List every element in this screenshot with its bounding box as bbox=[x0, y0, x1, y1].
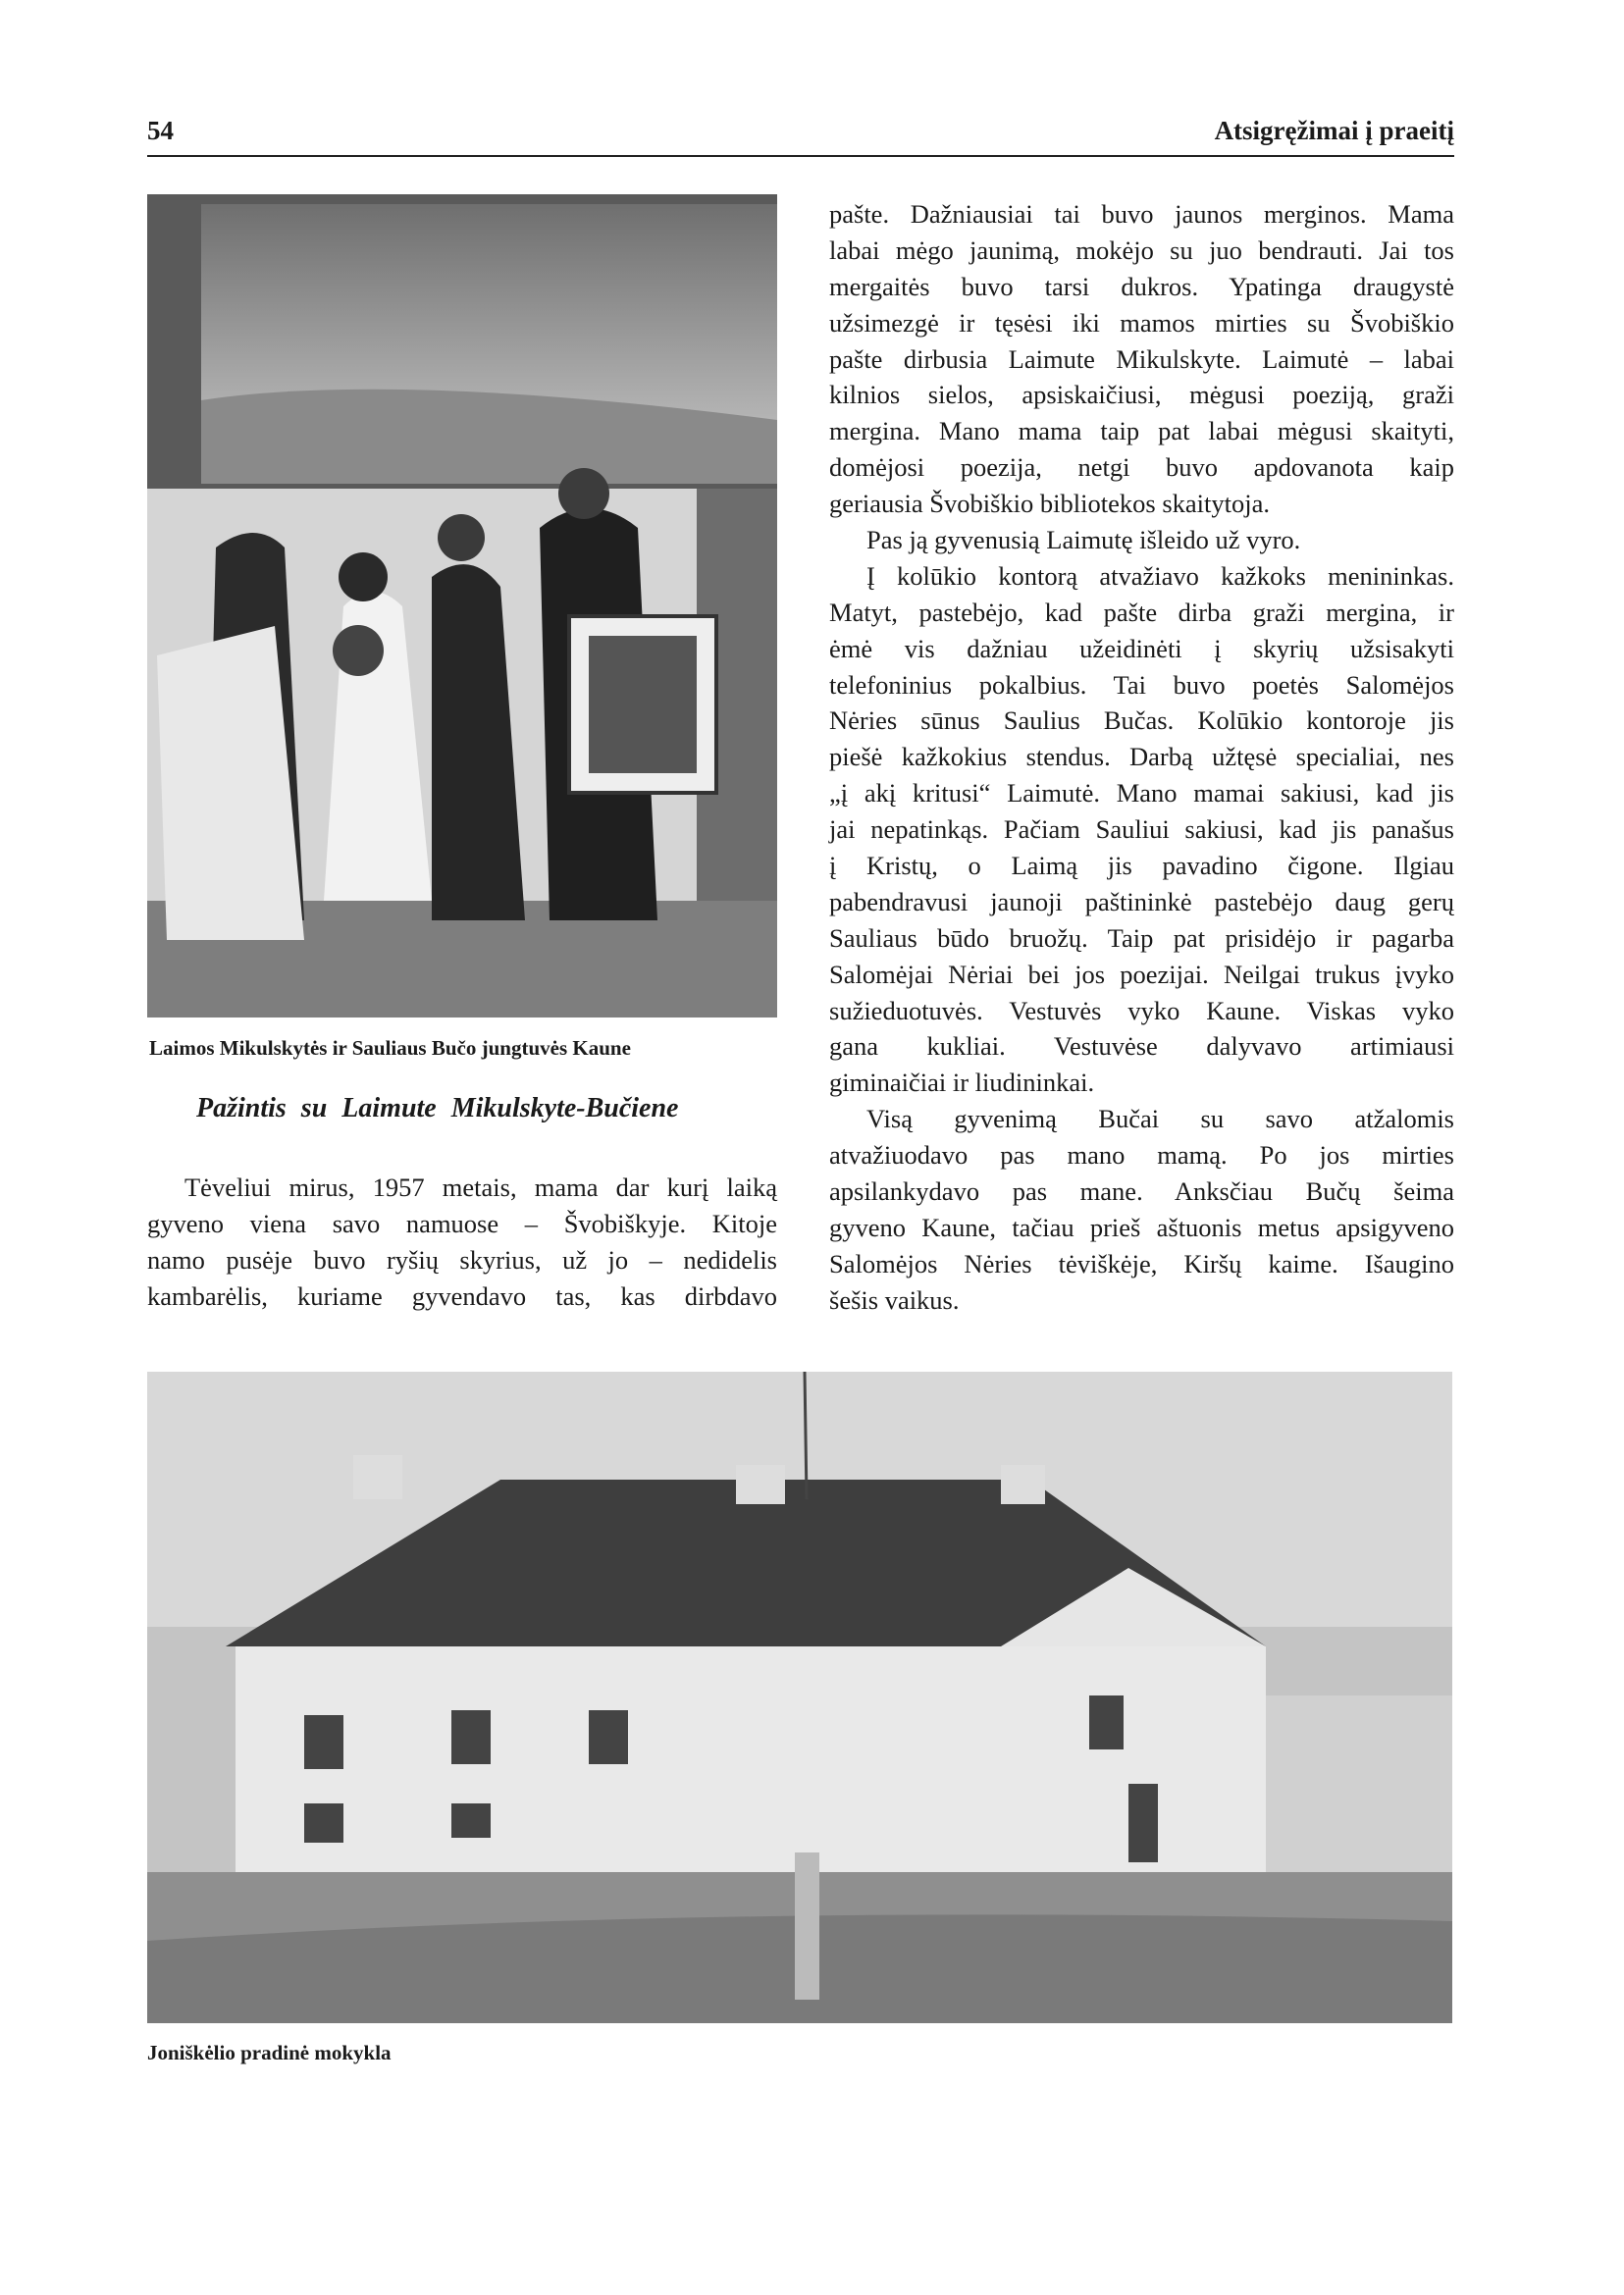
text-line: užsimezgė ir tęsėsi iki mamos mirties su Švobiškio bbox=[829, 307, 1454, 338]
section-title: Pažintis su Laimute Mikulskyte-Bučiene bbox=[196, 1093, 679, 1123]
text-line: mergaitės buvo tarsi dukros. Ypatinga draugystė bbox=[829, 271, 1454, 301]
text-line: Salomėjos Nėries tėviškėje, Kiršų kaime. Išaugino bbox=[829, 1248, 1454, 1278]
text-line: mergina. Mano mama taip pat labai mėgusi skaityti, bbox=[829, 416, 1454, 446]
text-line: domėjosi poezija, netgi buvo apdovanota kaip bbox=[829, 452, 1454, 483]
text-line: atvažiuodavo pas mano mamą. Po jos mirties bbox=[829, 1140, 1454, 1171]
text-line: Tėveliui mirus, 1957 metais, mama dar kurį laiką bbox=[184, 1173, 777, 1202]
text-line: jai nepatinkąs. Pačiam Sauliui sakiusi, kad jis panašus bbox=[829, 814, 1454, 845]
text-line: pabendravusi jaunoji paštininkė pastebėjo daug gerų bbox=[829, 886, 1454, 916]
photo-caption: Joniškėlio pradinė mokykla bbox=[147, 2041, 392, 2064]
text-line: namo pusėje buvo ryšių skyrius, už jo – nedidelis bbox=[147, 1244, 777, 1275]
text-line: gyveno Kaune, tačiau prieš aštuonis metus apsigyveno bbox=[829, 1212, 1454, 1242]
left-column-text bbox=[147, 1170, 777, 1315]
text-line: telefoninius pokalbius. Tai buvo poetės Salomėjos bbox=[829, 669, 1454, 700]
page-number: 54 bbox=[147, 116, 174, 145]
text-line: gyveno viena savo namuose – Švobiškyje. Kitoje bbox=[147, 1208, 777, 1238]
text-line: apsilankydavo pas mane. Anksčiau Bučų šeima bbox=[829, 1176, 1454, 1207]
school-building-photo bbox=[147, 1372, 1452, 2023]
text-line: šešis vaikus. bbox=[829, 1284, 960, 1315]
text-line: kambarėlis, kuriame gyvendavo tas, kas dirbdavo bbox=[147, 1280, 777, 1311]
text-line: Į kolūkio kontorą atvažiavo kažkoks menininkas. bbox=[866, 560, 1454, 591]
text-line: geriausia Švobiškio bibliotekos skaitytoja. bbox=[829, 489, 1270, 519]
photo-caption: Laimos Mikulskytės ir Sauliaus Bučo jungtuvės Kaune bbox=[149, 1036, 631, 1060]
text-line: pašte dirbusia Laimute Mikulskyte. Laimutė – labai bbox=[829, 343, 1454, 374]
right-column-text bbox=[829, 196, 1454, 1319]
text-line: kilnios sielos, apsiskaičiusi, mėgusi poeziją, graži bbox=[829, 380, 1454, 410]
text-line: Matyt, pastebėjo, kad pašte dirba graži mergina, ir bbox=[829, 597, 1454, 627]
text-line: pašte. Dažniausiai tai buvo jaunos merginos. Mama bbox=[829, 199, 1454, 229]
text-line: „į akį kritusi“ Laimutė. Mano mamai sakiusi, kad jis bbox=[829, 778, 1454, 808]
wedding-photo bbox=[147, 194, 777, 1017]
header-rule bbox=[147, 155, 1454, 157]
text-line: piešė kažkokius stendus. Darbą užtęsė specialiai, nes bbox=[829, 742, 1454, 772]
text-line: į Kristų, o Laimą jis pavadino čigone. Ilgiau bbox=[829, 851, 1454, 881]
text-line: Nėries sūnus Saulius Bučas. Kolūkio kontoroje jis bbox=[829, 705, 1454, 736]
text-line: ėmė vis dažniau užeidinėti į skyrių užsisakyti bbox=[829, 633, 1454, 663]
text-line: Visą gyvenimą Bučai su savo atžalomis bbox=[866, 1104, 1454, 1134]
text-line: Sauliaus būdo bruožų. Taip pat prisidėjo ir pagarba bbox=[829, 922, 1454, 953]
text-line: gana kukliai. Vestuvėse dalyvavo artimiausi bbox=[829, 1031, 1454, 1062]
text-line: giminaičiai ir liudininkai. bbox=[829, 1068, 1095, 1098]
text-line: sužieduotuvės. Vestuvės vyko Kaune. Viskas vyko bbox=[829, 995, 1454, 1025]
text-line: Pas ją gyvenusią Laimutę išleido už vyro. bbox=[866, 525, 1301, 555]
text-line: labai mėgo jaunimą, mokėjo su juo bendrauti. Jai tos bbox=[829, 235, 1454, 265]
text-line: Salomėjai Nėriai bei jos poezijai. Neilgai trukus įvyko bbox=[829, 959, 1454, 989]
running-title: Atsigręžimai į praeitį bbox=[1214, 116, 1454, 145]
